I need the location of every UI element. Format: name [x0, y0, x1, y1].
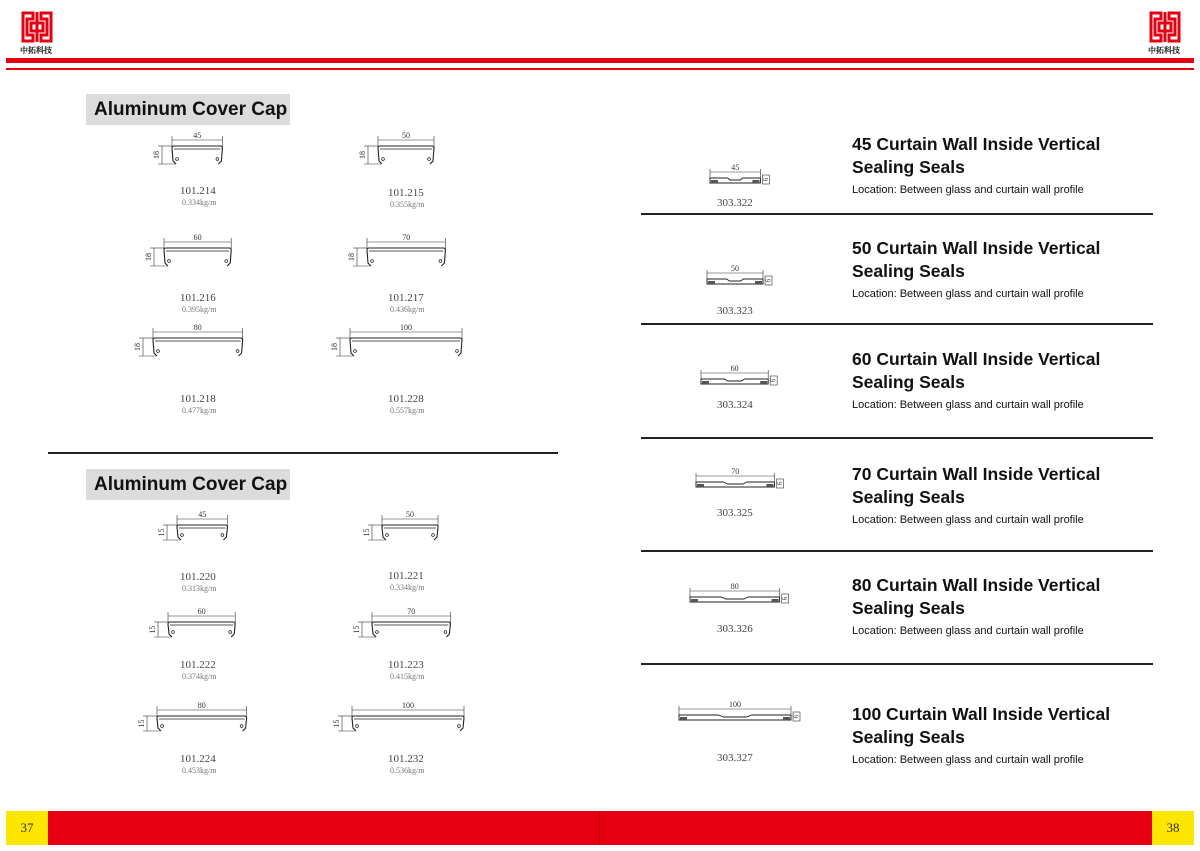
profile-code: 101.215: [388, 187, 424, 199]
seal-code: 303.325: [717, 507, 753, 519]
logo-mark-icon: [20, 10, 54, 44]
section-title-cover-cap-18: Aluminum Cover Cap: [86, 94, 290, 125]
dimension-width-label: 45: [193, 131, 202, 140]
cover-cap-profile-drawing: [155, 510, 235, 550]
seal-title: 45 Curtain Wall Inside Vertical Sealing Seals: [852, 134, 1101, 177]
footer-band-right: [600, 811, 1152, 845]
dimension-height-label: 15: [148, 625, 157, 634]
dimension-height-label: 18: [144, 253, 153, 261]
dimension-height-label: 18: [152, 151, 161, 159]
cover-cap-profile-drawing: [150, 131, 230, 174]
page-number-left: 37: [6, 811, 48, 845]
profile-code: 101.218: [180, 393, 216, 405]
seal-location: Location: Between glass and curtain wall profile: [852, 288, 1084, 300]
profile-weight: 0.334kg/m: [390, 583, 425, 592]
dimension-height-label: 6: [764, 278, 773, 283]
seal-title: 50 Curtain Wall Inside Vertical Sealing Seals: [852, 238, 1101, 281]
cover-cap-profile-drawing: [330, 701, 472, 741]
dimension-height-label: 18: [330, 343, 339, 351]
section-title-cover-cap-15: Aluminum Cover Cap: [86, 469, 290, 500]
dimension-width-label: 80: [730, 582, 739, 591]
profile-weight: 0.355kg/m: [390, 200, 425, 209]
seal-location: Location: Between glass and curtain wall profile: [852, 625, 1084, 637]
dimension-width-label: 50: [731, 264, 739, 273]
seal-title: 60 Curtain Wall Inside Vertical Sealing Seals: [852, 349, 1101, 392]
seal-profile-drawing: [692, 467, 794, 493]
dimension-width-label: 70: [730, 467, 739, 476]
logo-text-right: 中拓科技: [1148, 46, 1180, 55]
dimension-height-label: 15: [137, 719, 146, 728]
dimension-width-label: 80: [193, 323, 202, 332]
dimension-height-label: 18: [133, 343, 142, 351]
seal-title: 80 Curtain Wall Inside Vertical Sealing Seals: [852, 575, 1101, 618]
seal-profile-drawing: [675, 700, 811, 726]
seal-profile-drawing: [686, 582, 800, 608]
dimension-width-label: 50: [402, 131, 410, 140]
cover-cap-profile-drawing: [356, 131, 442, 174]
dimension-width-label: 45: [198, 510, 207, 519]
seal-code: 303.324: [717, 399, 753, 411]
page-number-right: 38: [1152, 811, 1194, 845]
seal-code: 303.327: [717, 752, 753, 764]
cover-cap-profile-drawing: [142, 233, 239, 276]
profile-code: 101.224: [180, 753, 216, 765]
seal-title: 100 Curtain Wall Inside Vertical Sealing Seals: [852, 704, 1111, 747]
profile-code: 101.232: [388, 753, 424, 765]
seal-divider: [641, 663, 1153, 665]
profile-code: 101.217: [388, 292, 424, 304]
seal-code: 303.322: [717, 197, 753, 209]
profile-code: 101.220: [180, 571, 216, 583]
seal-profile-drawing: [697, 364, 788, 390]
dimension-width-label: 70: [402, 233, 411, 242]
cover-cap-profile-drawing: [350, 607, 458, 647]
cover-cap-profile-drawing: [146, 607, 243, 647]
dimension-height-label: 6: [770, 378, 779, 383]
dimension-width-label: 60: [193, 233, 202, 242]
logo-mark-icon: [1148, 10, 1182, 44]
profile-weight: 0.395kg/m: [182, 305, 217, 314]
dimension-width-label: 100: [402, 701, 414, 710]
profile-weight: 0.453kg/m: [182, 766, 217, 775]
seal-profile-drawing: [703, 264, 783, 290]
dimension-height-label: 6: [781, 596, 790, 601]
seal-location: Location: Between glass and curtain wall profile: [852, 184, 1084, 196]
dimension-height-label: 6: [761, 177, 770, 182]
seal-divider: [641, 213, 1153, 215]
seal-divider: [641, 323, 1153, 325]
dimension-width-label: 60: [197, 607, 206, 616]
seal-divider: [641, 550, 1153, 552]
profile-weight: 0.536kg/m: [390, 766, 425, 775]
header-rule-thin: [6, 68, 1194, 70]
seal-location: Location: Between glass and curtain wall profile: [852, 514, 1084, 526]
profile-weight: 0.334kg/m: [182, 198, 217, 207]
dimension-height-label: 15: [362, 528, 371, 537]
cover-cap-profile-drawing: [345, 233, 453, 276]
header-rule-thick: [6, 58, 1194, 63]
dimension-width-label: 80: [197, 701, 206, 710]
dimension-width-label: 60: [730, 364, 739, 373]
company-logo-right: [1148, 10, 1182, 49]
profile-weight: 0.415kg/m: [390, 672, 425, 681]
seal-location: Location: Between glass and curtain wall profile: [852, 399, 1084, 411]
seal-code: 303.323: [717, 305, 753, 317]
dimension-height-label: 15: [332, 719, 341, 728]
profile-code: 101.214: [180, 185, 216, 197]
cover-cap-profile-drawing: [360, 510, 446, 550]
dimension-height-label: 15: [352, 625, 361, 634]
seal-title: 70 Curtain Wall Inside Vertical Sealing Seals: [852, 464, 1101, 507]
dimension-height-label: 6: [775, 481, 784, 486]
dimension-width-label: 70: [407, 607, 416, 616]
dimension-width-label: 45: [730, 163, 739, 172]
seal-location: Location: Between glass and curtain wall profile: [852, 754, 1084, 766]
profile-weight: 0.557kg/m: [390, 406, 425, 415]
seal-divider: [641, 437, 1153, 439]
profile-code: 101.222: [180, 659, 216, 671]
cover-cap-profile-drawing: [328, 323, 470, 366]
cover-cap-profile-drawing: [131, 323, 251, 366]
seal-code: 303.326: [717, 623, 753, 635]
dimension-height-label: 18: [358, 151, 367, 159]
profile-code: 101.216: [180, 292, 216, 304]
dimension-width-label: 100: [400, 323, 412, 332]
section-divider: [48, 452, 558, 454]
cover-cap-profile-drawing: [135, 701, 255, 741]
dimension-width-label: 100: [729, 700, 741, 709]
dimension-width-label: 50: [406, 510, 414, 519]
profile-weight: 0.374kg/m: [182, 672, 217, 681]
footer-band-left: [48, 811, 599, 845]
profile-code: 101.223: [388, 659, 424, 671]
profile-weight: 0.436kg/m: [390, 305, 425, 314]
seal-profile-drawing: [706, 163, 780, 189]
dimension-height-label: 6: [792, 714, 801, 719]
logo-text-left: 中拓科技: [20, 46, 52, 55]
profile-code: 101.228: [388, 393, 424, 405]
profile-code: 101.221: [388, 570, 424, 582]
profile-weight: 0.477kg/m: [182, 406, 217, 415]
profile-weight: 0.313kg/m: [182, 584, 217, 593]
dimension-height-label: 18: [347, 253, 356, 261]
company-logo-left: [20, 10, 54, 49]
dimension-height-label: 15: [157, 528, 166, 537]
